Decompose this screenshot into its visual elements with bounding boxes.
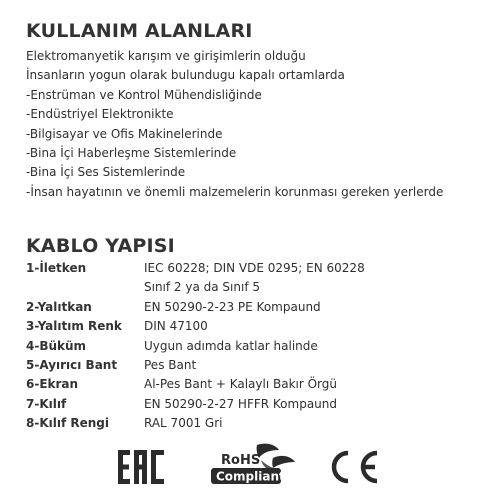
spec-value-line: RAL 7001 Gri: [144, 416, 223, 431]
spec-value-line: Pes Bant: [144, 358, 197, 372]
spec-row: [26, 414, 365, 433]
spec-value: [144, 356, 365, 375]
usage-line: -Bilgisayar ve Ofis Makinelerinde: [26, 126, 223, 141]
spec-label: 7-Kılıf: [26, 396, 67, 411]
usage-line: -Endüstriyel Elektronikte: [26, 107, 174, 122]
spec-label: 2-Yalıtkan: [26, 299, 92, 314]
usage-line: -Bina İçi Haberleşme Sistemlerinde: [26, 145, 237, 160]
usage-list: [26, 47, 443, 202]
cable-spec-table: [26, 259, 365, 434]
spec-row: [26, 317, 365, 336]
usage-line: Elektromanyetik karışım ve girişimlerin olduğu: [26, 49, 306, 63]
spec-value-line: Sınıf 2 ya da Sınıf 5: [144, 280, 260, 295]
spec-label: 3-Yalıtım Renk: [26, 319, 122, 334]
usage-line: -İnsan hayatının ve önemli malzemelerin korunması gereken yerlerde: [26, 184, 444, 199]
usage-line: İnsanların yogun olarak bulundugu kapalı ortamlarda: [26, 68, 345, 83]
spec-row: [26, 337, 365, 356]
spec-value-line: Al-Pes Bant + Kalaylı Bakır Örgü: [144, 377, 338, 392]
compliant-label: Compliant: [216, 469, 285, 484]
spec-value: [144, 375, 365, 394]
spec-row: [26, 259, 365, 298]
spec-label: 4-Büküm: [26, 338, 87, 353]
spec-label: 5-Ayırıcı Bant: [26, 358, 118, 372]
spec-value-line: Uygun adımda katlar halinde: [144, 338, 318, 353]
spec-value-line: IEC 60228; DIN VDE 0295; EN 60228: [144, 261, 365, 275]
spec-value-line: DIN 47100: [144, 319, 208, 334]
eac-logo-icon: [118, 450, 164, 484]
spec-value: [144, 337, 365, 356]
certification-logos: [0, 440, 500, 490]
cable-structure-heading: KABLO YAPISI: [26, 235, 175, 257]
spec-row: [26, 395, 365, 414]
usage-line: -Bina İçi Ses Sistemlerinde: [26, 165, 186, 180]
ce-logo-icon: [326, 450, 380, 484]
usage-line: -Enstrüman ve Kontrol Mühendisliğinde: [26, 87, 262, 102]
spec-label: 8-Kılıf Rengi: [26, 416, 109, 431]
spec-row: [26, 356, 365, 375]
usage-heading: KULLANIM ALANLARI: [26, 20, 253, 42]
spec-value: [144, 414, 365, 433]
spec-value: [144, 298, 365, 317]
spec-value-line: EN 50290-2-27 HFFR Kompaund: [144, 396, 338, 411]
spec-row: [26, 375, 365, 394]
spec-value: [144, 317, 365, 336]
spec-value: [144, 395, 365, 414]
spec-value-line: EN 50290-2-23 PE Kompaund: [144, 299, 321, 314]
spec-value: [144, 259, 365, 298]
spec-label: 1-İletken: [26, 261, 87, 275]
spec-row: [26, 298, 365, 317]
spec-label: 6-Ekran: [26, 377, 79, 392]
rohs-label: RoHS: [221, 453, 261, 468]
rohs-compliant-logo-icon: [207, 442, 297, 488]
